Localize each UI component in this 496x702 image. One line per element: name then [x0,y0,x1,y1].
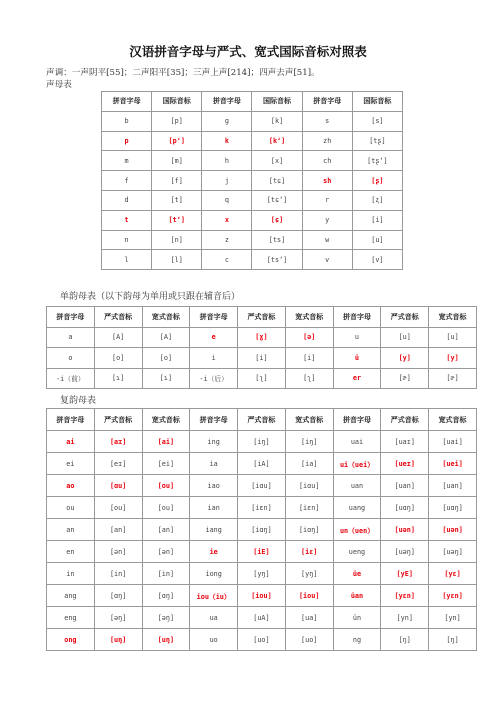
table-cell: [iɑu] [238,475,286,497]
table-cell: iang [190,519,238,541]
table-cell: [A] [94,327,142,348]
compound-finals-section-label: 复韵母表 [60,396,97,406]
table-cell: [ai] [142,431,190,453]
table-cell: [ɿ] [142,368,190,389]
table-row [47,431,477,453]
table-cell: -i（前） [47,368,95,389]
table-cell: t [102,210,152,230]
table-cell: sh [302,171,352,191]
table-cell: [ts] [252,230,302,250]
table-row [102,131,403,151]
table-cell: [yɛn] [381,585,429,607]
table-cell: [i] [238,348,286,369]
column-header: 拼音字母 [333,409,381,431]
table-cell: f [102,171,152,191]
table-cell: [pʻ] [152,131,202,151]
table-cell: [an] [94,519,142,541]
table-cell: [yŋ] [238,563,286,585]
table-cell: [n] [152,230,202,250]
table-cell: [uən] [381,519,429,541]
simple-finals-section-label: 单韵母表（以下韵母为单用或只跟在辅音后） [60,292,241,302]
table-cell: [yɛ] [429,563,477,585]
table-cell: z [202,230,252,250]
table-cell: [yn] [429,607,477,629]
table-cell: [uai] [429,431,477,453]
table-cell: [iA] [238,453,286,475]
table-row [47,368,477,389]
table-row [47,607,477,629]
column-header: 宽式音标 [429,409,477,431]
table-row [47,497,477,519]
column-header: 宽式音标 [142,307,190,328]
table-header-row [47,307,477,328]
table-cell: [əŋ] [142,607,190,629]
table-cell: [A] [142,327,190,348]
column-header: 严式音标 [381,409,429,431]
table-cell: [ɚ] [381,368,429,389]
table-cell: y [302,210,352,230]
tone-description: 声调：一声阴平[55]；二声阳平[35]；三声上声[214]；四声去声[51]。 [46,68,320,78]
compound-finals-table [46,408,477,651]
table-cell: uo [190,629,238,651]
table-cell: ng [333,629,381,651]
table-row [47,348,477,369]
table-cell: h [202,151,252,171]
table-cell: g [202,111,252,131]
table-cell: [ou] [142,497,190,519]
table-cell: [yɛn] [429,585,477,607]
column-header: 拼音字母 [47,409,95,431]
table-cell: [ən] [142,541,190,563]
table-cell: [tsʻ] [252,250,302,270]
table-cell: [iou] [285,585,333,607]
table-cell: [ŋ] [429,629,477,651]
table-row [102,111,403,131]
table-cell: ing [190,431,238,453]
table-cell: ao [47,475,95,497]
table-row [47,541,477,563]
table-cell: c [202,250,252,270]
table-cell: [aɪ] [94,431,142,453]
table-cell: [iɛn] [238,497,286,519]
table-cell: [iŋ] [238,431,286,453]
table-cell: [u] [352,230,402,250]
table-header-row [47,409,477,431]
column-header: 拼音字母 [102,92,152,112]
table-cell: uai [333,431,381,453]
table-cell: [x] [252,151,302,171]
table-cell: ie [190,541,238,563]
table-cell: [iɛ] [285,541,333,563]
table-cell: [in] [142,563,190,585]
table-cell: üe [333,563,381,585]
table-cell: [ʂ] [352,171,402,191]
table-cell: zh [302,131,352,151]
table-cell: [m] [152,151,202,171]
table-cell: ueng [333,541,381,563]
table-cell: [ɑu] [94,475,142,497]
column-header: 国际音标 [252,92,302,112]
table-cell: [iɑu] [285,475,333,497]
table-cell: r [302,190,352,210]
table-cell: [l] [152,250,202,270]
table-row [102,151,403,171]
table-cell: [y] [429,348,477,369]
table-cell: [əŋ] [94,607,142,629]
initials-section-label: 声母表 [46,80,72,90]
table-cell: [o] [142,348,190,369]
table-row [102,210,403,230]
column-header: 严式音标 [381,307,429,328]
table-cell: b [102,111,152,131]
table-row [102,171,403,191]
table-cell: [u] [429,327,477,348]
table-cell: [uaɪ] [381,431,429,453]
table-cell: [ei] [142,453,190,475]
table-cell: [yE] [381,563,429,585]
table-cell: [uən] [429,519,477,541]
table-cell: e [190,327,238,348]
table-row [47,519,477,541]
table-cell: [f] [152,171,202,191]
table-cell: [ou] [142,475,190,497]
table-cell: ong [47,629,95,651]
column-header: 严式音标 [238,307,286,328]
table-cell: a [47,327,95,348]
column-header: 严式音标 [94,307,142,328]
table-cell: [s] [352,111,402,131]
table-cell: [i] [285,348,333,369]
table-cell: [uan] [429,475,477,497]
table-cell: ui（uei） [333,453,381,475]
table-cell: ün [333,607,381,629]
table-cell: uang [333,497,381,519]
table-cell: [uəŋ] [381,541,429,563]
column-header: 宽式音标 [429,307,477,328]
initials-table [101,91,403,270]
table-row [47,629,477,651]
table-cell: q [202,190,252,210]
table-cell: un（uen） [333,519,381,541]
table-cell: s [302,111,352,131]
table-cell: [ʐ] [352,190,402,210]
table-cell: [uəŋ] [429,541,477,563]
table-cell: [uŋ] [94,629,142,651]
table-row [47,327,477,348]
table-cell: [uɑŋ] [381,497,429,519]
table-cell: uan [333,475,381,497]
table-cell: ang [47,585,95,607]
table-cell: [tʂʻ] [352,151,402,171]
table-cell: u [333,327,381,348]
table-cell: [iɑŋ] [285,519,333,541]
table-row [47,585,477,607]
simple-finals-table [46,306,477,389]
table-cell: l [102,250,152,270]
table-cell: ai [47,431,95,453]
column-header: 国际音标 [152,92,202,112]
column-header: 严式音标 [238,409,286,431]
table-cell: n [102,230,152,250]
table-row [47,453,477,475]
table-cell: [tʻ] [152,210,202,230]
table-cell: [ɣ] [238,327,286,348]
table-cell: v [302,250,352,270]
table-cell: d [102,190,152,210]
column-header: 拼音字母 [302,92,352,112]
table-cell: [uei] [429,453,477,475]
table-cell: an [47,519,95,541]
table-cell: [ɑŋ] [94,585,142,607]
table-cell: [ɕ] [252,210,302,230]
column-header: 拼音字母 [333,307,381,328]
column-header: 宽式音标 [285,409,333,431]
table-cell: o [47,348,95,369]
table-cell: i [190,348,238,369]
table-cell: [i] [352,210,402,230]
table-cell: [uA] [238,607,286,629]
column-header: 严式音标 [94,409,142,431]
table-row [102,230,403,250]
table-cell: [uan] [381,475,429,497]
table-cell: [u] [381,327,429,348]
table-cell: [kʻ] [252,131,302,151]
table-cell: [ŋ] [381,629,429,651]
table-cell: iao [190,475,238,497]
table-row [47,475,477,497]
table-cell: [o] [94,348,142,369]
table-cell: [yŋ] [285,563,333,585]
table-cell: [tɕ] [252,171,302,191]
table-cell: [uŋ] [142,629,190,651]
table-row [102,250,403,270]
column-header: 宽式音标 [142,409,190,431]
table-cell: iou（iu） [190,585,238,607]
table-cell: [iɑŋ] [238,519,286,541]
table-cell: [an] [142,519,190,541]
table-header-row [102,92,403,112]
table-cell: [iŋ] [285,431,333,453]
table-cell: [uo] [285,629,333,651]
table-cell: [ɑŋ] [142,585,190,607]
table-cell: k [202,131,252,151]
table-cell: eng [47,607,95,629]
table-cell: [iɛn] [285,497,333,519]
table-cell: [t] [152,190,202,210]
column-header: 拼音字母 [202,92,252,112]
table-cell: [ueɪ] [381,453,429,475]
table-cell: [ən] [94,541,142,563]
table-cell: [eɪ] [94,453,142,475]
table-cell: en [47,541,95,563]
table-cell: ch [302,151,352,171]
table-cell: ua [190,607,238,629]
table-row [47,563,477,585]
table-cell: ou [47,497,95,519]
table-cell: [y] [381,348,429,369]
table-cell: [p] [152,111,202,131]
table-cell: ü [333,348,381,369]
table-cell: [ʅ] [285,368,333,389]
table-row [102,190,403,210]
table-cell: [uo] [238,629,286,651]
table-cell: [v] [352,250,402,270]
table-cell: [ʅ] [238,368,286,389]
table-cell: [ə] [285,327,333,348]
column-header: 拼音字母 [47,307,95,328]
table-cell: iong [190,563,238,585]
table-cell: er [333,368,381,389]
table-cell: ia [190,453,238,475]
table-cell: [k] [252,111,302,131]
table-cell: in [47,563,95,585]
table-cell: [in] [94,563,142,585]
table-cell: [ou] [94,497,142,519]
table-cell: -i（后） [190,368,238,389]
table-cell: p [102,131,152,151]
table-cell: üan [333,585,381,607]
table-cell: [iou] [238,585,286,607]
table-cell: [uɑŋ] [429,497,477,519]
column-header: 拼音字母 [190,307,238,328]
table-cell: [ɿ] [94,368,142,389]
column-header: 宽式音标 [285,307,333,328]
table-cell: m [102,151,152,171]
table-cell: [ua] [285,607,333,629]
table-cell: [ia] [285,453,333,475]
table-cell: x [202,210,252,230]
table-cell: j [202,171,252,191]
column-header: 拼音字母 [190,409,238,431]
table-cell: ei [47,453,95,475]
table-cell: [tʂ] [352,131,402,151]
table-cell: [iE] [238,541,286,563]
column-header: 国际音标 [352,92,402,112]
table-cell: w [302,230,352,250]
table-cell: ian [190,497,238,519]
table-cell: [tɕʻ] [252,190,302,210]
table-cell: [ɚ] [429,368,477,389]
table-cell: [yn] [381,607,429,629]
page-title: 汉语拼音字母与严式、宽式国际音标对照表 [129,44,367,59]
